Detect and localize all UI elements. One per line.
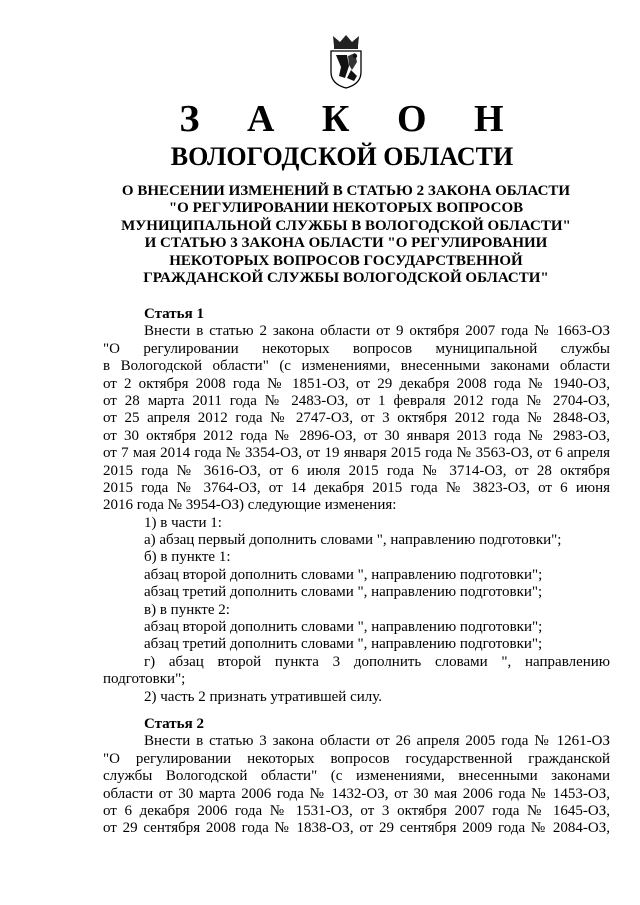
amendment-item-continuation: подготовки"; (103, 671, 186, 688)
subject-line: О ВНЕСЕНИИ ИЗМЕНЕНИЙ В СТАТЬЮ 2 ЗАКОНА ОБЛАСТИ (121, 183, 571, 199)
amendment-item: абзац второй дополнить словами ", направлению подготовки"; (144, 619, 543, 636)
amendment-item: в) в пункте 2: (144, 601, 230, 618)
article-2 (103, 716, 610, 838)
article-text-line: от 28 марта 2011 года № 2483-ОЗ, от 1 февраля 2012 года № 2704-ОЗ, (103, 392, 610, 409)
article-text-line: от 7 мая 2014 года № 3354-ОЗ, от 19 января 2015 года № 3563-ОЗ, от 6 апреля (103, 445, 610, 462)
article-text-line: службы Вологодской области" (с изменениями, внесенными законами (103, 768, 610, 785)
article-text-line: Внести в статью 2 закона области от 9 октября 2007 года № 1663-ОЗ (144, 323, 610, 340)
amendment-item: 2) часть 2 признать утратившей силу. (144, 688, 383, 705)
article-title: Статья 2 (144, 716, 204, 732)
article-text-line: от 6 декабря 2006 года № 1531-ОЗ, от 3 октября 2007 года № 1645-ОЗ, (103, 802, 610, 819)
article-text-line: "О регулировании некоторых вопросов государственной гражданской (103, 750, 610, 767)
amendment-item: г) абзац второй пункта 3 дополнить словами ", направлению (144, 653, 610, 670)
subject-line: И СТАТЬЮ 3 ЗАКОНА ОБЛАСТИ "О РЕГУЛИРОВАНИИ (144, 235, 548, 252)
article-text-line: в Вологодской области" (с изменениями, внесенными законами области (103, 358, 610, 375)
article-text-line: 2016 года № 3954-ОЗ) следующие изменения: (103, 497, 397, 514)
article-1 (103, 306, 610, 706)
amendment-item: абзац третий дополнить словами ", направлению подготовки"; (144, 584, 543, 601)
article-text-line: от 30 октября 2012 года № 2896-ОЗ, от 30 января 2013 года № 2983-ОЗ, (103, 427, 610, 444)
article-text-line: от 25 апреля 2012 года № 2747-ОЗ, от 3 октября 2012 года № 2848-ОЗ, (103, 410, 610, 427)
article-text-line: от 29 сентября 2008 года № 1838-ОЗ, от 29 сентября 2009 года № 2084-ОЗ, (103, 820, 610, 837)
amendment-item: 1) в части 1: (144, 514, 222, 531)
amendment-item: абзац второй дополнить словами ", направлению подготовки"; (144, 566, 543, 583)
article-text-line: Внести в статью 3 закона области от 26 апреля 2005 года № 1261-ОЗ (144, 733, 610, 750)
article-title: Статья 1 (144, 306, 204, 322)
amendment-item: б) в пункте 1: (144, 549, 231, 566)
subject-line: "О РЕГУЛИРОВАНИИ НЕКОТОРЫХ ВОПРОСОВ (168, 200, 524, 217)
subject-line: ГРАЖДАНСКОЙ СЛУЖБЫ ВОЛОГОДСКОЙ ОБЛАСТИ" (143, 270, 549, 287)
article-text-line: 2015 года № 3616-ОЗ, от 6 июля 2015 года № 3714-ОЗ, от 28 октября (103, 462, 610, 479)
subject-line: МУНИЦИПАЛЬНОЙ СЛУЖБЫ В ВОЛОГОДСКОЙ ОБЛАСТИ" (121, 217, 571, 234)
law-subject (0, 183, 640, 287)
article-text-line: "О регулировании некоторых вопросов муниципальной службы (103, 340, 610, 357)
article-text-line: 2015 года № 3764-ОЗ, от 14 декабря 2015 года № 3823-ОЗ, от 6 июня (103, 479, 610, 496)
amendment-item: а) абзац первый дополнить словами ", направлению подготовки"; (144, 532, 562, 549)
amendment-item: абзац третий дополнить словами ", направлению подготовки"; (144, 636, 543, 653)
subject-line: НЕКОТОРЫХ ВОПРОСОВ ГОСУДАРСТВЕННОЙ (169, 252, 523, 269)
article-text-line: от 2 октября 2008 года № 1851-ОЗ, от 29 декабря 2008 года № 1940-ОЗ, (103, 375, 610, 392)
region-title: ВОЛОГОДСКОЙ ОБЛАСТИ (170, 142, 514, 171)
document-title: З А К О Н (179, 98, 523, 140)
vologda-coat-of-arms-icon (327, 32, 365, 90)
article-text-line: области от 30 марта 2006 года № 1432-ОЗ, от 30 мая 2006 года № 1453-ОЗ, (103, 785, 610, 802)
